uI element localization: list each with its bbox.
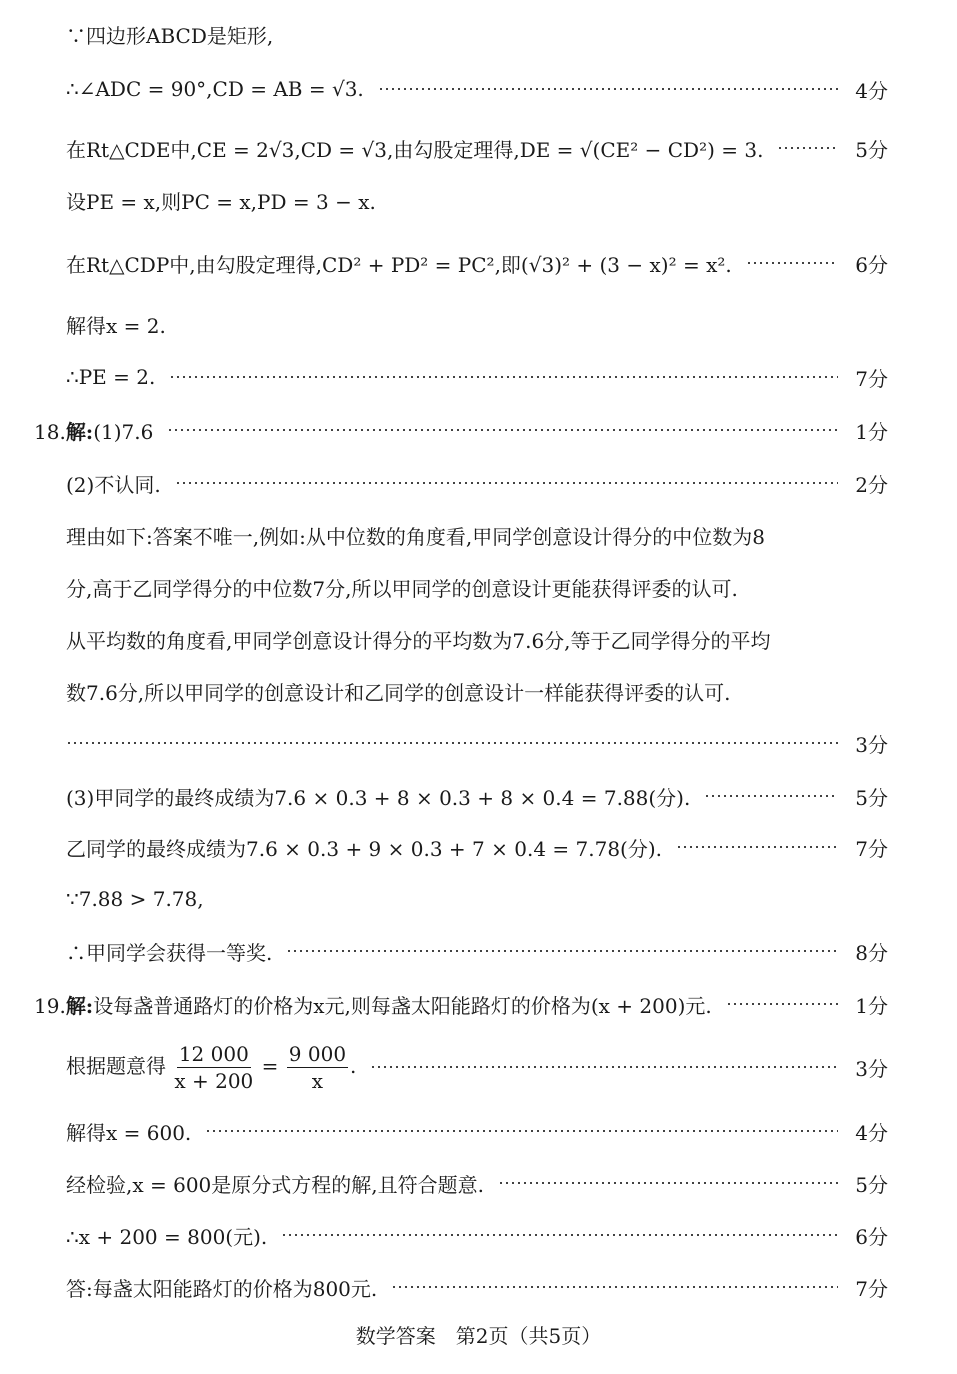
s18-line-9: 乙同学的最终成绩为7.6 × 0.3 + 9 × 0.3 + 7 × 0.4 = 7.78(分). 7分	[66, 831, 888, 863]
score: 7分	[855, 366, 888, 391]
question-number: 19.	[34, 993, 66, 1018]
s19-line-2: 根据题意得 $\frac{12 000}{x + 200}$ = $\frac{9 000}{x}$ . 3分	[66, 1041, 888, 1093]
s17-line-6: 解得x = 2.	[66, 313, 166, 338]
score: 6分	[855, 252, 888, 277]
score: 1分	[855, 419, 888, 444]
s17-line-7: ∴PE = 2. 7分	[66, 361, 888, 393]
s18-line-1: 18.解:(1)7.6 1分	[34, 414, 888, 446]
s19-line-3: 解得x = 600. 4分	[66, 1115, 888, 1147]
s17-line-1: ∵四边形ABCD是矩形,	[66, 23, 274, 48]
s19-line-5: ∴x + 200 = 800(元). 6分	[66, 1219, 888, 1251]
score: 2分	[855, 472, 888, 497]
leader-dots	[167, 429, 838, 431]
leader-dots	[175, 482, 838, 484]
solution-label: 解:	[65, 419, 94, 444]
score: 4分	[855, 78, 888, 103]
leader-dots	[66, 742, 838, 744]
leader-dots	[205, 1130, 838, 1132]
leader-dots	[746, 262, 838, 264]
s18-line-7	[66, 727, 888, 759]
score: 3分	[855, 732, 888, 757]
leader-dots	[391, 1286, 838, 1288]
score: 5分	[855, 785, 888, 810]
leader-dots	[378, 88, 838, 90]
s17-line-4: 设PE = x,则PC = x,PD = 3 − x.	[66, 189, 376, 214]
s18-line-4: 分,高于乙同学得分的中位数7分,所以甲同学的创意设计更能获得评委的认可.	[66, 576, 738, 601]
question-number: 18.	[34, 419, 66, 444]
solution-label: 解:	[65, 993, 94, 1018]
score: 7分	[855, 836, 888, 861]
s18-line-8: (3)甲同学的最终成绩为7.6 × 0.3 + 8 × 0.3 + 8 × 0.4 = 7.88(分). 5分	[66, 780, 888, 812]
s18-line-2: (2)不认同. 2分	[66, 467, 888, 499]
leader-dots	[281, 1234, 838, 1236]
s17-line-3: 在Rt△CDE中,CE = 2√3,CD = √3,由勾股定理得,DE = √(CE² − CD²) = 3. 5分	[66, 132, 888, 164]
score: 6分	[855, 1224, 888, 1249]
leader-dots	[704, 795, 838, 797]
score: 5分	[855, 1172, 888, 1197]
s19-line-1: 19.解:设每盏普通路灯的价格为x元,则每盏太阳能路灯的价格为(x + 200)元. 1分	[34, 988, 888, 1020]
leader-dots	[169, 376, 838, 378]
score: 3分	[855, 1056, 888, 1081]
s18-line-5: 从平均数的角度看,甲同学创意设计得分的平均数为7.6分,等于乙同学得分的平均	[66, 628, 771, 653]
s17-line-5: 在Rt△CDP中,由勾股定理得,CD² + PD² = PC²,即(√3)² + (3 − x)² = x². 6分	[66, 247, 888, 279]
leader-dots	[726, 1003, 838, 1005]
leader-dots	[676, 846, 838, 848]
fraction: $\frac{9 000}{x}$	[288, 1041, 347, 1093]
fraction: $\frac{12 000}{x + 200}$	[174, 1041, 254, 1093]
score: 1分	[855, 993, 888, 1018]
s18-line-6: 数7.6分,所以甲同学的创意设计和乙同学的创意设计一样能获得评委的认可.	[66, 680, 731, 705]
leader-dots	[777, 147, 838, 149]
s18-line-3: 理由如下:答案不唯一,例如:从中位数的角度看,甲同学创意设计得分的中位数为8	[66, 524, 765, 549]
leader-dots	[498, 1182, 838, 1184]
page-footer: 数学答案 第2页（共5页）	[355, 1324, 602, 1348]
s18-line-11: ∴甲同学会获得一等奖. 8分	[66, 935, 888, 967]
s19-line-4: 经检验,x = 600是原分式方程的解,且符合题意. 5分	[66, 1167, 888, 1199]
s18-line-10: ∵7.88 > 7.78,	[66, 887, 204, 911]
score: 5分	[855, 137, 888, 162]
score: 8分	[855, 940, 888, 965]
score: 4分	[855, 1120, 888, 1145]
s19-line-6: 答:每盏太阳能路灯的价格为800元. 7分	[66, 1271, 888, 1303]
leader-dots	[370, 1066, 838, 1068]
s17-line-2: ∴∠ADC = 90°,CD = AB = √3. 4分	[66, 73, 888, 105]
leader-dots	[286, 950, 838, 952]
score: 7分	[855, 1276, 888, 1301]
